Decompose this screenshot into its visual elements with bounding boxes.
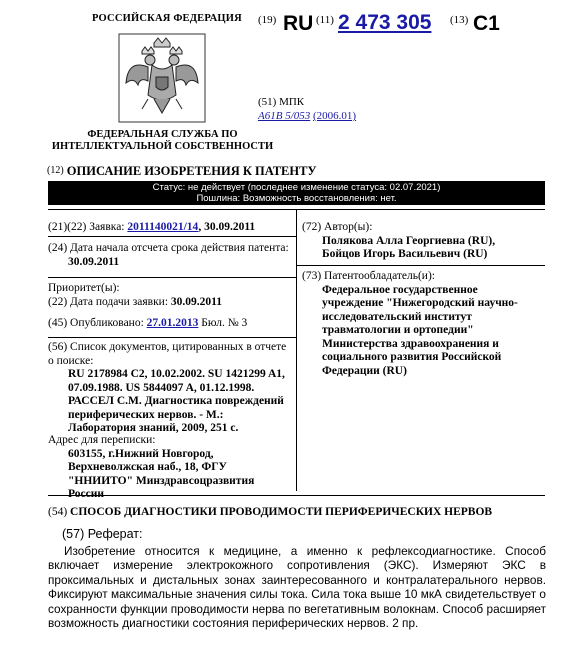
- inid-code-19: (19): [258, 14, 277, 26]
- published-label: (45) Опубликовано:: [48, 317, 144, 329]
- owner-field: [302, 270, 542, 378]
- divider: [48, 236, 296, 237]
- application-number-link[interactable]: 2011140021/14: [127, 221, 199, 233]
- ipc-classification: [258, 110, 356, 122]
- application-field: [48, 221, 293, 235]
- cited-label: (56) Список документов, цитированных в отчете о поиске:: [48, 341, 287, 367]
- column-divider: [296, 209, 297, 491]
- document-title: [47, 164, 317, 179]
- address-label: Адрес для переписки:: [48, 434, 156, 446]
- published-date-link[interactable]: 27.01.2013: [146, 317, 199, 329]
- kind-code: C1: [473, 12, 500, 35]
- agency-name: ФЕДЕРАЛЬНАЯ СЛУЖБА ПО ИНТЕЛЛЕКТУАЛЬНОЙ СОБСТВЕННОСТИ: [51, 129, 274, 152]
- author-2: Бойцов Игорь Васильевич (RU): [322, 248, 488, 260]
- invention-title: [48, 506, 492, 518]
- published-field: [48, 317, 293, 331]
- abstract-label: (57) Реферат:: [62, 527, 143, 541]
- cited-field: [48, 341, 293, 436]
- divider: [48, 337, 296, 338]
- inid-code-54: (54): [48, 506, 68, 518]
- status-line: Статус: не действует (последнее изменение статуса: 02.07.2021): [152, 182, 441, 193]
- document-title-text: ОПИСАНИЕ ИЗОБРЕТЕНИЯ К ПАТЕНТУ: [66, 164, 317, 178]
- inid-code-12: (12): [47, 165, 64, 176]
- ipc-label: (51) МПК: [258, 96, 305, 108]
- term-label: (24) Дата начала отсчета срока действия патента:: [48, 242, 289, 254]
- cited-docs: RU 2178984 C2, 10.02.2002. SU 1421299 A1, 07.09.1988. US 5844097 A, 01.12.1998. РАССЕЛ С.М. Диагностика повреждений периферических нервов. - М.: Лаборатория знаний, 2009, 251 с.: [68, 368, 285, 434]
- authors-label: (72) Автор(ы):: [302, 221, 373, 233]
- country-code: RU: [283, 12, 314, 35]
- divider: [296, 265, 545, 266]
- ipc-code-link[interactable]: A61B 5/053: [258, 110, 311, 122]
- application-date: , 30.09.2011: [198, 221, 256, 233]
- abstract-text: Изобретение относится к медицине, а именно к рефлексодиагностике. Способ включает измерение электрокожного сопротивления (ЭКС). Измеряют ЭКС в проксимальных и дистальных зонах заинтересованного и контралатерального нервов. Фиксируют максимальные значения силы тока. Сила тока выше 10 мкА свидетельствует о сохранности функции проводимости нерва по вегетативным волокнам. Способ расширяет возможность диагностики состояния периферических нервов. 2 пр.: [48, 544, 546, 631]
- inid-code-13: (13): [450, 14, 469, 26]
- invention-title-text: СПОСОБ ДИАГНОСТИКИ ПРОВОДИМОСТИ ПЕРИФЕРИЧЕСКИХ НЕРВОВ: [70, 506, 493, 518]
- term-date: 30.09.2011: [68, 255, 120, 268]
- application-label: (21)(22) Заявка:: [48, 221, 125, 233]
- owner-text: Федеральное государственное учреждение "Нижегородский научно-исследовательский институт травматологии и ортопедии" Министерства здравоохранения и социального развития Российской Федерации (RU): [322, 283, 518, 377]
- authors-field: [302, 221, 542, 262]
- bulletin-number: Бюл. № 3: [201, 317, 248, 329]
- coat-of-arms-emblem: [118, 33, 206, 123]
- filing-date: 30.09.2011: [170, 295, 223, 308]
- patent-number-link[interactable]: 2 473 305: [338, 11, 432, 34]
- owner-label: (73) Патентообладатель(и):: [302, 270, 435, 282]
- author-1: Полякова Алла Георгиевна (RU),: [322, 234, 496, 247]
- term-field: [48, 242, 293, 269]
- divider: [48, 277, 296, 278]
- priority-label: Приоритет(ы):: [48, 282, 120, 294]
- address-field: [48, 434, 293, 502]
- fee-line: Пошлина: Возможность восстановления: нет.: [196, 193, 397, 204]
- inid-code-11: (11): [316, 14, 334, 26]
- address-text: 603155, г.Нижний Новгород, Верхневолжская наб., 18, ФГУ "ННИИТО" Минздравсоцразвития России: [68, 447, 255, 500]
- filing-label: (22) Дата подачи заявки:: [48, 295, 169, 308]
- status-bar: [48, 181, 545, 205]
- country-name: РОССИЙСКАЯ ФЕДЕРАЦИЯ: [92, 13, 242, 24]
- ipc-version-link[interactable]: (2006.01): [313, 110, 357, 122]
- priority-field: [48, 282, 293, 309]
